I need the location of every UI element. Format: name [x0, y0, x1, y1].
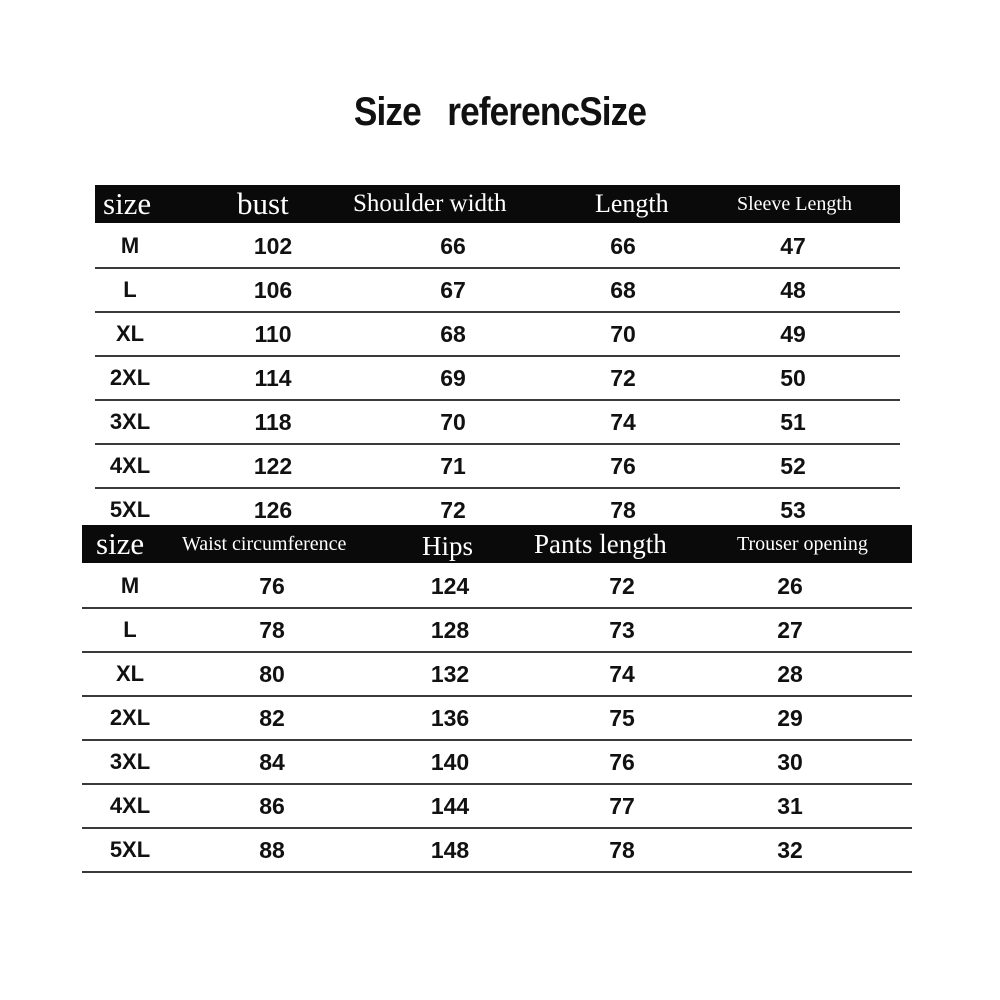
table-row	[95, 401, 900, 445]
value-cell: 30	[777, 749, 803, 775]
value-cell: 88	[259, 837, 285, 863]
value-cell: 74	[610, 409, 636, 435]
header-length: Length	[595, 189, 669, 218]
table-row	[82, 697, 912, 741]
value-cell: 68	[440, 321, 466, 347]
row-divider	[82, 871, 912, 873]
pants-header-bar	[82, 525, 912, 563]
value-cell: 78	[609, 837, 635, 863]
value-cell: 110	[254, 321, 292, 347]
value-cell: 74	[609, 661, 635, 687]
value-cell: 77	[609, 793, 635, 819]
value-cell: 136	[430, 705, 470, 731]
pants-size-table	[82, 525, 912, 877]
value-cell: 72	[440, 497, 466, 523]
header-size: size	[96, 526, 145, 561]
value-cell: 72	[610, 365, 636, 391]
header-bust: bust	[237, 186, 289, 221]
table-row	[82, 565, 912, 609]
header-shoulder-width: Shoulder width	[353, 190, 507, 217]
value-cell: 132	[430, 661, 470, 687]
value-cell: 48	[780, 277, 806, 303]
size-cell: XL	[115, 321, 145, 346]
value-cell: 52	[780, 453, 806, 479]
value-cell: 32	[777, 837, 803, 863]
value-cell: 70	[610, 321, 636, 347]
value-cell: 118	[254, 409, 292, 435]
value-cell: 76	[610, 453, 636, 479]
size-cell: 5XL	[109, 837, 151, 862]
size-cell: 3XL	[109, 749, 151, 774]
tops-header-bar	[95, 185, 900, 223]
size-cell: M	[120, 573, 140, 598]
table-row	[95, 225, 900, 269]
header-size: size	[103, 186, 152, 221]
size-cell: 2XL	[109, 365, 151, 390]
header-waist-circumference: Waist circumference	[182, 533, 347, 555]
value-cell: 51	[780, 409, 806, 435]
value-cell: 80	[259, 661, 285, 687]
header-sleeve-length: Sleeve Length	[737, 193, 852, 215]
value-cell: 128	[430, 617, 470, 643]
table-row	[82, 609, 912, 653]
table-row	[95, 445, 900, 489]
title-part-reference: referencSize	[447, 90, 647, 134]
value-cell: 78	[610, 497, 636, 523]
size-cell: L	[123, 277, 137, 302]
header-trouser-opening: Trouser opening	[737, 533, 868, 555]
value-cell: 47	[780, 233, 806, 259]
table-row	[95, 313, 900, 357]
value-cell: 68	[610, 277, 636, 303]
value-cell: 66	[440, 233, 466, 259]
value-cell: 75	[609, 705, 635, 731]
tops-size-table	[95, 185, 900, 525]
value-cell: 114	[254, 365, 292, 391]
table-row	[82, 785, 912, 829]
table-row	[82, 829, 912, 873]
header-pants-length: Pants length	[534, 529, 667, 559]
table-row	[95, 357, 900, 401]
value-cell: 140	[430, 749, 470, 775]
value-cell: 26	[777, 573, 803, 599]
size-cell: 4XL	[109, 793, 151, 818]
table-row	[95, 269, 900, 313]
value-cell: 31	[777, 793, 803, 819]
value-cell: 148	[430, 837, 470, 863]
header-hips: Hips	[422, 531, 474, 561]
value-cell: 69	[440, 365, 466, 391]
size-cell: M	[120, 233, 140, 258]
value-cell: 27	[777, 617, 803, 643]
size-cell: 5XL	[109, 497, 151, 522]
size-cell: L	[123, 617, 137, 642]
value-cell: 70	[440, 409, 466, 435]
value-cell: 126	[253, 497, 293, 523]
value-cell: 144	[430, 793, 470, 819]
table-row	[82, 741, 912, 785]
value-cell: 124	[430, 573, 470, 599]
value-cell: 78	[259, 617, 285, 643]
value-cell: 72	[609, 573, 635, 599]
size-cell: 3XL	[109, 409, 151, 434]
value-cell: 67	[440, 277, 466, 303]
value-cell: 122	[253, 453, 293, 479]
value-cell: 28	[777, 661, 803, 687]
size-cell: 4XL	[109, 453, 151, 478]
value-cell: 86	[259, 793, 285, 819]
value-cell: 73	[609, 617, 635, 643]
value-cell: 106	[253, 277, 293, 303]
value-cell: 50	[780, 365, 806, 391]
value-cell: 71	[440, 453, 466, 479]
page-title	[60, 90, 940, 135]
value-cell: 82	[259, 705, 285, 731]
size-cell: 2XL	[109, 705, 151, 730]
value-cell: 66	[610, 233, 636, 259]
size-cell: XL	[115, 661, 145, 686]
value-cell: 76	[259, 573, 285, 599]
value-cell: 102	[253, 233, 293, 259]
value-cell: 84	[259, 749, 285, 775]
value-cell: 49	[780, 321, 806, 347]
table-row	[82, 653, 912, 697]
value-cell: 29	[777, 705, 803, 731]
value-cell: 53	[780, 497, 806, 523]
value-cell: 76	[609, 749, 635, 775]
title-part-size: Size	[353, 90, 421, 134]
